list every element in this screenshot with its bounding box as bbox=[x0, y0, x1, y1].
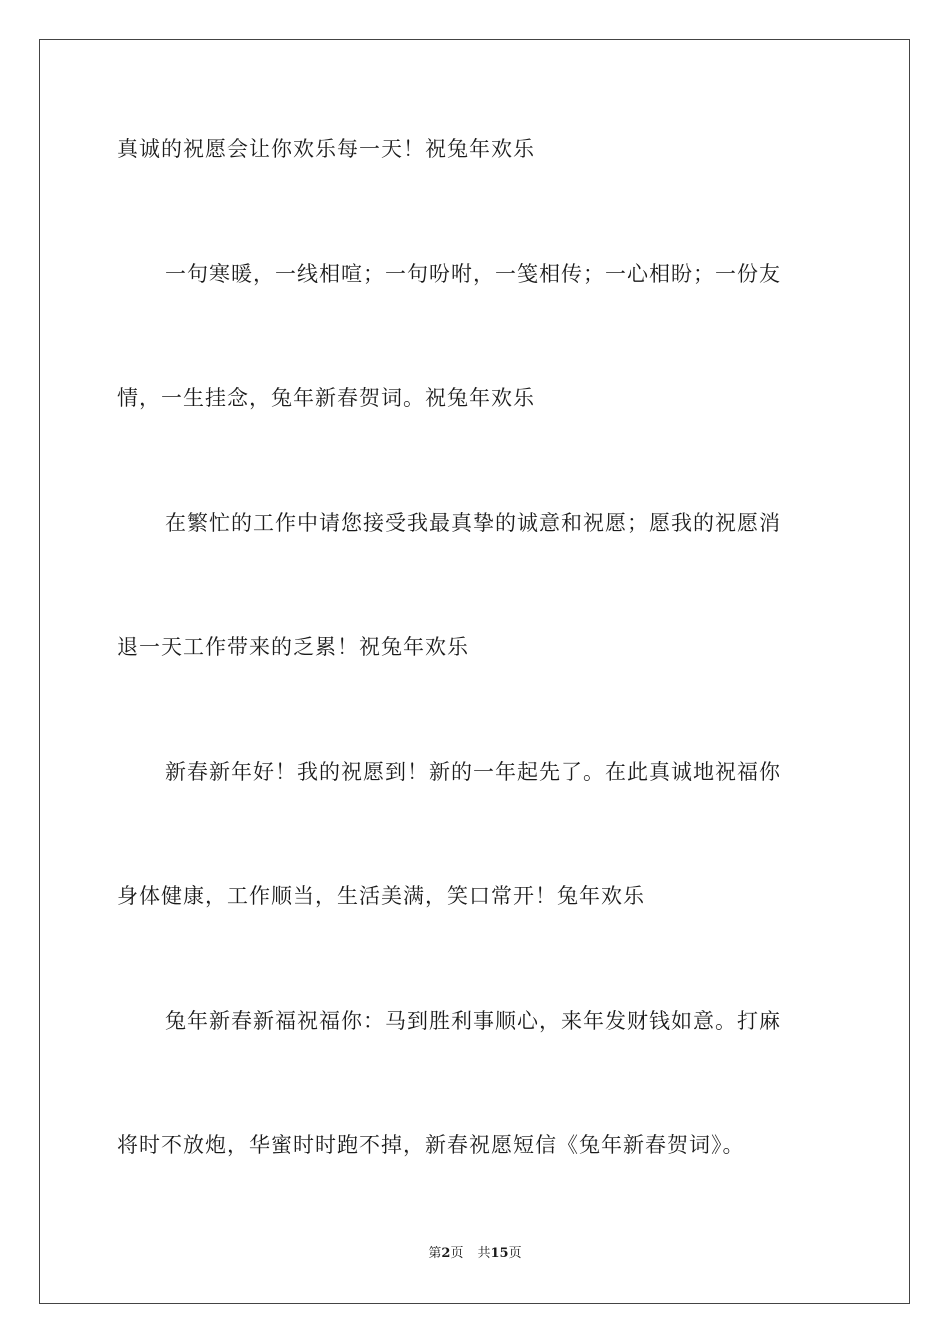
text-line-5: 退一天工作带来的乏累！祝兔年欢乐 bbox=[117, 635, 469, 659]
text-line-6: 新春新年好！我的祝愿到！新的一年起先了。在此真诚地祝福你 bbox=[165, 760, 781, 784]
footer-page-prefix: 第 bbox=[428, 1246, 442, 1261]
text-line-1: 真诚的祝愿会让你欢乐每一天！祝兔年欢乐 bbox=[117, 137, 535, 161]
text-line-4: 在繁忙的工作中请您接受我最真挚的诚意和祝愿；愿我的祝愿消 bbox=[165, 511, 781, 535]
text-line-3: 情，一生挂念，兔年新春贺词。祝兔年欢乐 bbox=[117, 386, 535, 410]
footer-page-number: 2 bbox=[441, 1246, 451, 1261]
footer-total-suffix: 页 bbox=[508, 1246, 522, 1261]
footer-total-pages: 15 bbox=[490, 1246, 509, 1261]
footer-total-prefix: 共 bbox=[477, 1246, 491, 1261]
footer-page-suffix: 页 bbox=[450, 1246, 464, 1261]
text-line-2: 一句寒暖，一线相喧；一句吩咐，一笺相传；一心相盼；一份友 bbox=[165, 262, 781, 286]
text-line-8: 兔年新春新福祝福你：马到胜利事顺心，来年发财钱如意。打麻 bbox=[165, 1009, 781, 1033]
page-footer bbox=[0, 1244, 950, 1264]
page-border bbox=[39, 39, 910, 1304]
text-line-9: 将时不放炮，华蜜时时跑不掉，新春祝愿短信《兔年新春贺词》。 bbox=[117, 1133, 745, 1157]
text-line-7: 身体健康，工作顺当，生活美满，笑口常开！兔年欢乐 bbox=[117, 884, 645, 908]
